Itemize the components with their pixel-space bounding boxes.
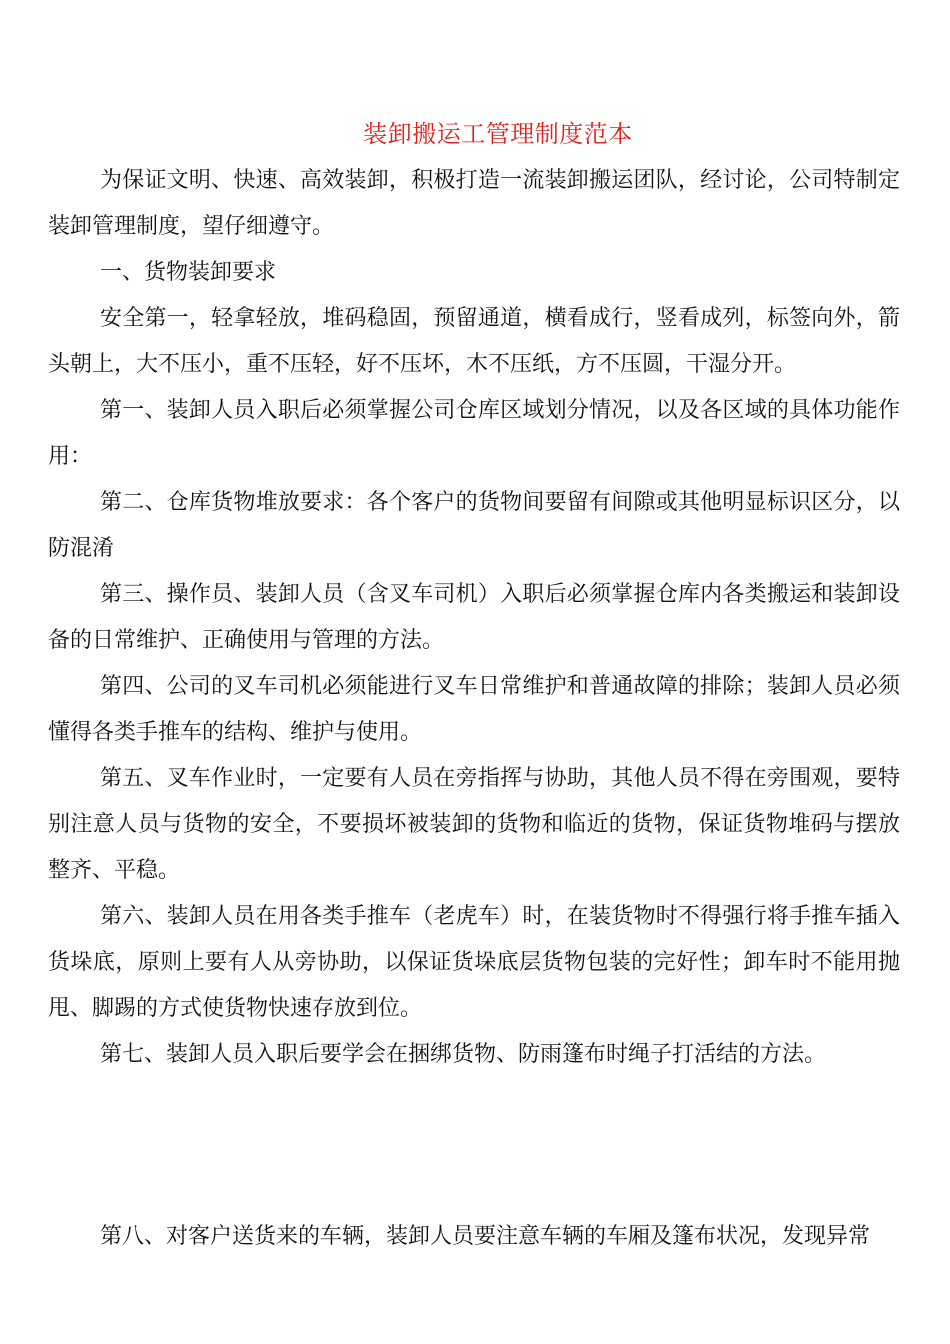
rule-8-paragraph: 第八、对客户送货来的车辆，装卸人员要注意车辆的车厢及篷布状况，发现异常 <box>100 1224 871 1249</box>
rule-3-paragraph: 第三、操作员、装卸人员（含叉车司机）入职后必须掌握仓库内各类搬运和装卸设备的日常维护、正确使用与管理的方法。 <box>48 582 900 653</box>
rule-5-paragraph: 第五、叉车作业时，一定要有人员在旁指挥与协助，其他人员不得在旁围观，要特别注意人员与货物的安全，不要损坏被装卸的货物和临近的货物，保证货物堆码与摆放整齐、平稳。 <box>48 766 900 883</box>
rule-7-paragraph: 第七、装卸人员入职后要学会在捆绑货物、防雨篷布时绳子打活结的方法。 <box>100 1042 827 1067</box>
section-heading-1: 一、货物装卸要求 <box>100 260 277 285</box>
rule-6-paragraph: 第六、装卸人员在用各类手推车（老虎车）时，在装货物时不得强行将手推车插入货垛底，原则上要有人从旁协助，以保证货垛底层货物包装的完好性；卸车时不能用抛甩、脚踢的方式使货物快速存放到位。 <box>48 904 900 1021</box>
intro-paragraph: 为保证文明、快速、高效装卸，积极打造一流装卸搬运团队，经讨论，公司特制定装卸管理制度，望仔细遵守。 <box>48 168 900 239</box>
rule-2-paragraph: 第二、仓库货物堆放要求：各个客户的货物间要留有间隙或其他明显标识区分，以防混淆 <box>48 490 900 561</box>
rule-1-paragraph: 第一、装卸人员入职后必须掌握公司仓库区域划分情况，以及各区域的具体功能作用： <box>48 398 900 469</box>
rule-4-paragraph: 第四、公司的叉车司机必须能进行叉车日常维护和普通故障的排除；装卸人员必须懂得各类手推车的结构、维护与使用。 <box>48 674 900 745</box>
safety-paragraph: 安全第一，轻拿轻放，堆码稳固，预留通道，横看成行，竖看成列，标签向外，箭头朝上，大不压小，重不压轻，好不压坏，木不压纸，方不压圆，干湿分开。 <box>48 306 900 377</box>
document-title: 装卸搬运工管理制度范本 <box>363 120 633 148</box>
